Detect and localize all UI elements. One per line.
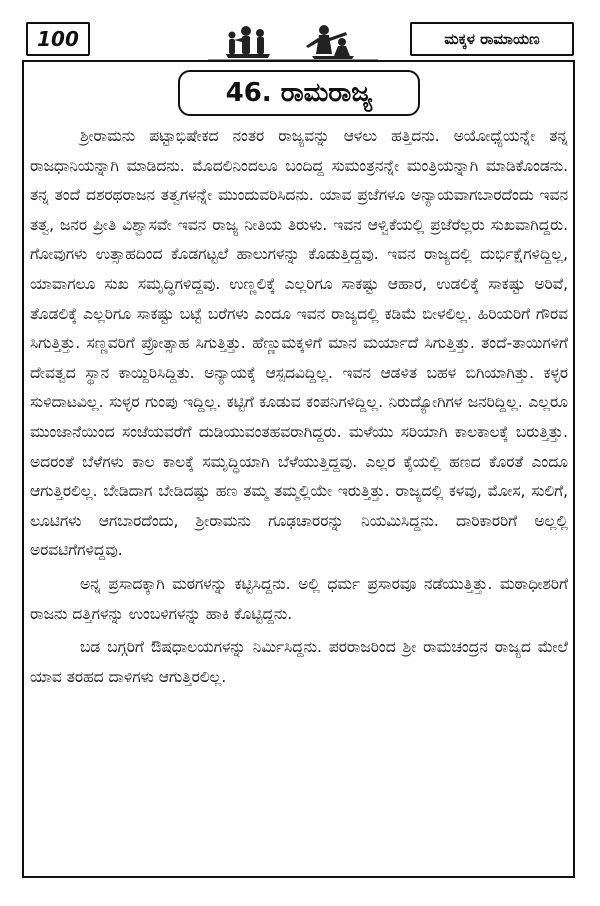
paragraph: ಶ್ರೀರಾಮನು ಪಟ್ಟಾಭಿಷೇಕದ ನಂತರ ರಾಜ್ಯವನ್ನು ಆಳಲು ಹತ್ತಿದನು. ಅಯೋಧ್ಯೆಯನ್ನೇ ತನ್ನ ರಾಜಧಾನಿಯನ್ನಾಗಿ ಮಾಡಿದನು. ಮೊದಲಿನಿಂದಲೂ ಬಂದಿದ್ದ ಸುಮಂತ್ರನನ್ನೇ ಮಂತ್ರಿಯನ್ನಾಗಿ ಮಾಡಿಕೊಂಡನು. ತನ್ನ ತಂದೆ ದಶರಥರಾಜನ ತತ್ವಗಳನ್ನೇ ಮುಂದುವರಿಸಿದನು. ಯಾವ ಪ್ರಜೆಗಳೂ ಅನ್ಯಾಯವಾಗಬಾರದೆಂದು ಇವನ ತತ್ವ, ಜನರ ಪ್ರೀತಿ ವಿಶ್ವಾಸವೇ ಇವನ ರಾಜ್ಯ ನೀತಿಯ ತಿರುಳು. ಇವನ ಆಳ್ವಿಕೆಯಲ್ಲಿ ಪ್ರಜೆರೆಲ್ಲರು ಸುಖವಾಗಿದ್ದರು. ಗೋವುಗಳು ಉತ್ಸಾಹದಿಂದ ಕೊಡಗಟ್ಟಲೆ ಹಾಲುಗಳನ್ನು ಕೊಡುತ್ತಿದ್ದವು. ಇವನ ರಾಜ್ಯದಲ್ಲಿ ದುರ್ಭಿಕ್ಷೆಗಳಿದ್ದಿಲ್ಲ, ಯಾವಾಗಲೂ ಸುಖ ಸಮೃದ್ಧಿಗಳಿದ್ದವು. ಉಣ್ಣಲಿಕ್ಕೆ ಎಲ್ಲರಿಗೂ ಸಾಕಷ್ಟು ಆಹಾರ, ಉಡಲಿಕ್ಕೆ ಸಾಕಷ್ಟು ಅರಿವೆ, ತೊಡಲಿಕ್ಕೆ ಎಲ್ಲರಿಗೂ ಸಾಕಷ್ಟು ಬಟ್ಟೆ ಬರೆಗಳು ಎಂದೂ ಇವನ ರಾಜ್ಯದಲ್ಲಿ ಕಡಿಮೆ ಬೀಳಲಿಲ್ಲ. ಹಿರಿಯರಿಗೆ ಗೌರವ ಸಿಗುತ್ತಿತ್ತು. ಸಣ್ಣವರಿಗೆ ಪ್ರೋತ್ಸಾಹ ಸಿಗುತ್ತಿತ್ತು. ಹೆಣ್ಣುಮಕ್ಕಳಿಗೆ ಮಾನ ಮರ್ಯಾದೆ ಸಿಗುತ್ತಿತ್ತು. ತಂದೆ-ತಾಯಿಗಳಿಗೆ ದೇವತ್ವದ ಸ್ಥಾನ ಕಾಯ್ದಿರಿಸಿದ್ದಿತು. ಅನ್ಯಾಯಕ್ಕೆ ಆಸ್ಪದವಿದ್ದಿಲ್ಲ. ಇವನ ಆಡಳಿತ ಬಹಳ ಬಿಗಿಯಾಗಿತ್ತು. ಕಳ್ಳರ ಸುಳಿದಾಟವಿಲ್ಲ. ಸುಳ್ಳರ ಗುಂಪು ಇದ್ದಿಲ್ಲ. ಕಟ್ಟಿಗೆ ಕೂಡುವ ಕಂಪನಿಗಳಿದ್ದಿಲ್ಲ. ನಿರುದ್ಯೋಗಿಗಳ ಜನರಿದ್ದಿಲ್ಲ. ಎಲ್ಲರೂ ಮುಂಜಾನೆಯಿಂದ ಸಂಜೆಯವರೆಗೆ ದುಡಿಯುವಂತಹವರಾಗಿದ್ದರು. ಮಳೆಯು ಸರಿಯಾಗಿ ಕಾಲಕಾಲಕ್ಕೆ ಬರುತ್ತಿತ್ತು. ಅದರಂತೆ ಬೆಳೆಗಳು ಕಾಲ ಕಾಲಕ್ಕೆ ಸಮೃದ್ಧಿಯಾಗಿ ಬೆಳೆಯುತ್ತಿದ್ದವು. ಎಲ್ಲರ ಕೈಯಲ್ಲಿ ಹಣದ ಕೊರತೆ ಎಂದೂ ಆಗುತ್ತಿರಲಿಲ್ಲ. ಬೇಡಿದಾಗ ಬೇಡಿದಷ್ಟು ಹಣ ತಮ್ಮ ತಮ್ಮಲ್ಲಿಯೇ ಇರುತ್ತಿತ್ತು. ರಾಜ್ಯದಲ್ಲಿ ಕಳವು, ಮೋಸ, ಸುಲಿಗೆ, ಲೂಟಿಗಳು ಆಗಬಾರದೆಂದು, ಶ್ರೀರಾಮನು ಗೂಢಚಾರರನ್ನು ನಿಯಮಿಸಿದ್ದನು. ದಾರಿಕಾರರಿಗೆ ಅಲ್ಲಲ್ಲಿ ಅರವಟಿಗೆಗಳಿದ್ದವು.: [30, 127, 568, 560]
paragraph: ಅನ್ನ ಪ್ರಸಾದಕ್ಕಾಗಿ ಮಠಗಳನ್ನು ಕಟ್ಟಿಸಿದ್ದನು. ಅಲ್ಲಿ ಧರ್ಮ ಪ್ರಸಾರವೂ ನಡೆಯುತ್ತಿತ್ತು. ಮಠಾಧೀಶರಿಗೆ ರಾಜನು ದತ್ತಿಗಳನ್ನು ಉಂಬಳಿಗಳನ್ನು ಹಾಕಿ ಕೊಟ್ಟಿದ್ದನು.: [30, 574, 568, 623]
chapter-body: [30, 122, 568, 692]
page-header: [26, 22, 574, 62]
chapter-title: 46. ರಾಮರಾಜ್ಯ: [178, 70, 420, 116]
ramayana-figures-illustration: [208, 22, 378, 62]
book-title: ಮಕ್ಕಳ ರಾಮಾಯಣ: [410, 22, 574, 56]
page-number: 100: [26, 22, 90, 56]
paragraph: ಬಡ ಬಗ್ಗರಿಗೆ ಔಷಧಾಲಯಗಳನ್ನು ನಿರ್ಮಿಸಿದ್ದನು. ಪರರಾಜರಿಂದ ಶ್ರೀ ರಾಮಚಂದ್ರನ ರಾಜ್ಯದ ಮೇಲೆ ಯಾವ ತರಹದ ದಾಳಿಗಳು ಆಗುತ್ತಿರಲಿಲ್ಲ.: [30, 638, 568, 686]
